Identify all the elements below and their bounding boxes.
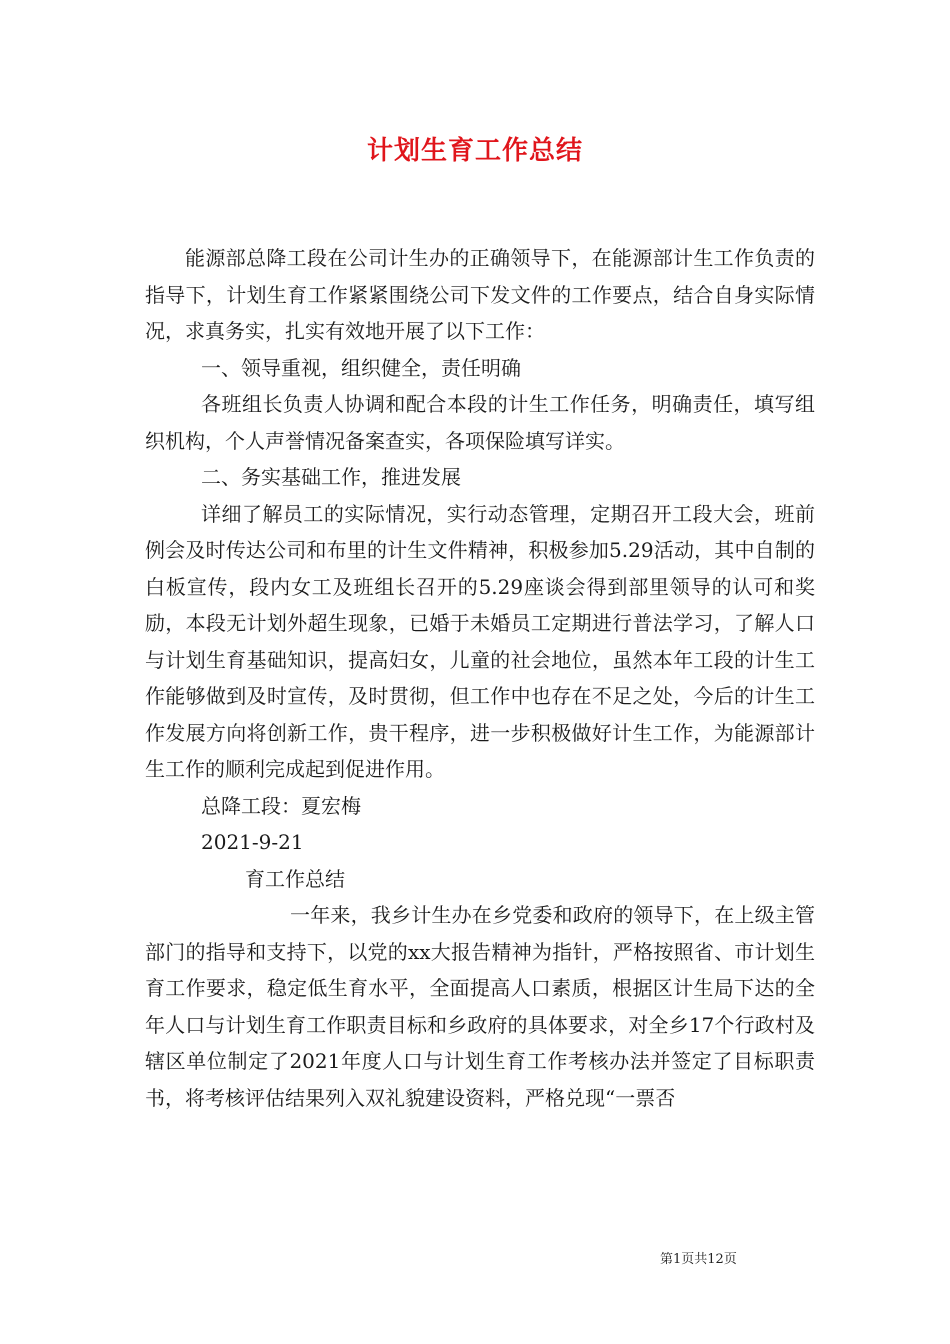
second-document-title: 育工作总结 bbox=[245, 866, 345, 891]
section-heading-1: 一、领导重视，组织健全，责任明确 bbox=[201, 355, 521, 380]
page-footer: 第1页共12页 bbox=[660, 1252, 737, 1267]
section-heading-2: 二、务实基础工作，推进发展 bbox=[201, 465, 461, 489]
document-title: 计划生育工作总结 bbox=[366, 136, 583, 166]
section-paragraph-2: 详细了解员工的实际情况，实行动态管理，定期召开工段大会，班前例会及时传达公司和布里的计生文件精神，积极参加5.29活动，其中自制的白板宣传，段内女工及班组长召开的5.29座谈会得到部里领导的认可和奖励，本段无计划外超生现象，已婚于未婚员工定期进行普法学习，了解人口与计划生育基础知识，提高妇女，儿童的社会地位，虽然本年工段的计生工作能够做到及时宣传，及时贯彻，但工作中也存在不足之处，今后的计生工作发展方向将创新工作，贵干程序，进一步积极做好计生工作，为能源部计生工作的顺利完成起到促进作用。 bbox=[145, 501, 815, 781]
signature: 总降工段：夏宏梅 bbox=[201, 793, 361, 818]
date: 2021-9-21 bbox=[201, 830, 304, 854]
document-body bbox=[145, 240, 815, 1116]
intro-paragraph: 能源部总降工段在公司计生办的正确领导下，在能源部计生工作负责的指导下，计划生育工作紧紧围绕公司下发文件的工作要点，结合自身实际情况，求真务实，扎实有效地开展了以下工作： bbox=[145, 246, 815, 343]
section-paragraph-1: 各班组长负责人协调和配合本段的计生工作任务，明确责任，填写组织机构，个人声誉情况备案查实，各项保险填写详实。 bbox=[145, 392, 815, 453]
second-document-paragraph: 一年来，我乡计生办在乡党委和政府的领导下，在上级主管部门的指导和支持下，以党的xx大报告精神为指针，严格按照省、市计划生育工作要求，稳定低生育水平，全面提高人口素质，根据区计生局下达的全年人口与计划生育工作职责目标和乡政府的具体要求，对全乡17个行政村及辖区单位制定了2021年度人口与计划生育工作考核办法并签定了目标职责书，将考核评估结果列入双礼貌建设资料，严格兑现“一票否 bbox=[145, 903, 815, 1110]
